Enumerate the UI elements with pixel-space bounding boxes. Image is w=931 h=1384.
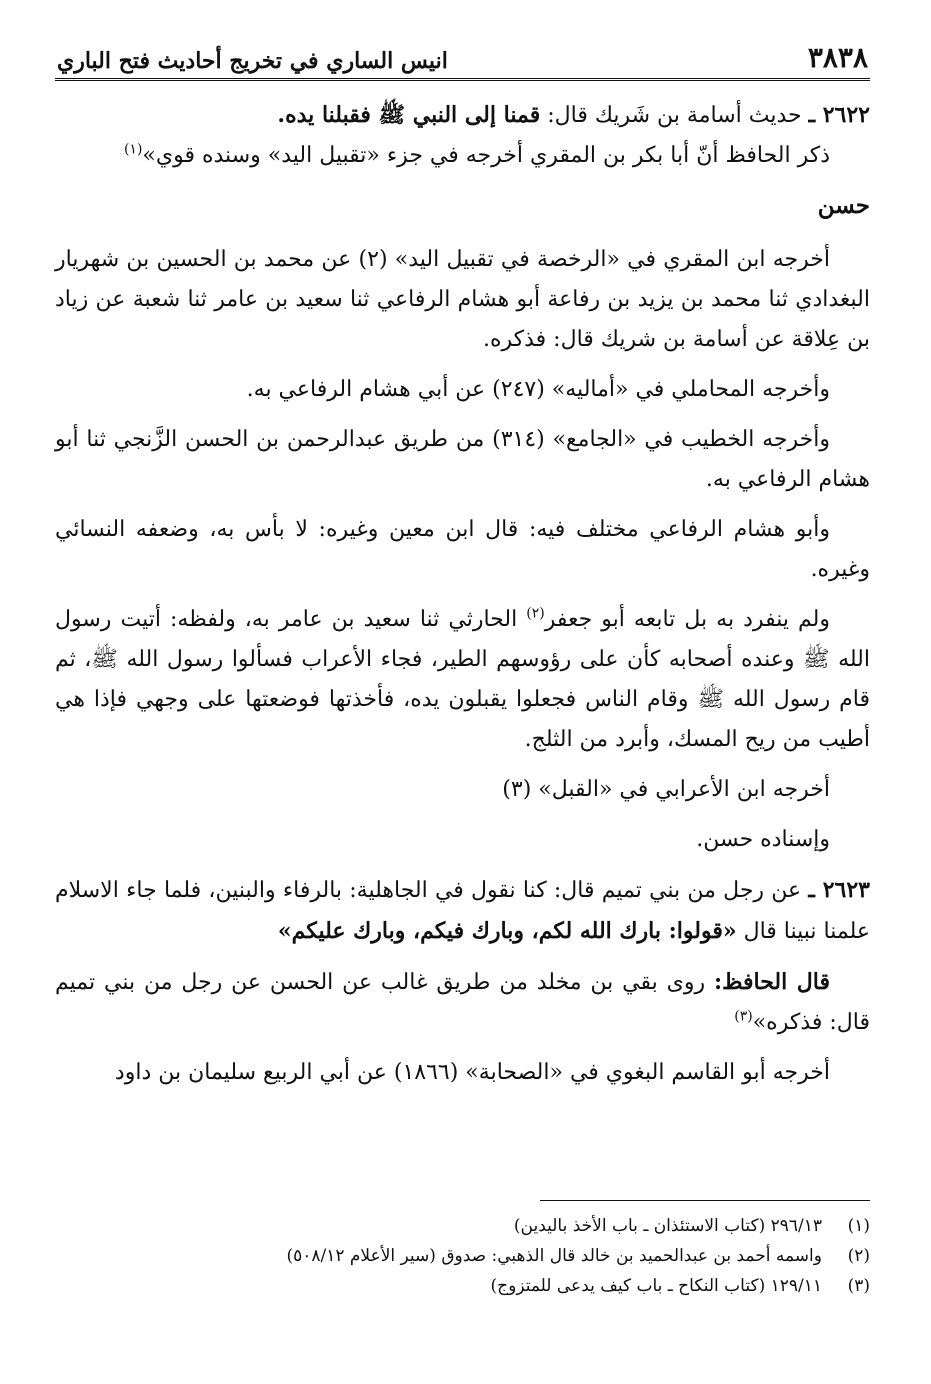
hadith-quote: قمنا إلى النبي ﷺ فقبلنا يده. [277, 102, 541, 128]
footnotes [55, 1200, 870, 1301]
paragraph: وإسناده حسن. [696, 827, 830, 852]
hadith-text: عن رجل من بني تميم قال: كنا نقول في الجاهلية: بالرفاء والبنين، فلما جاء الاسلام علمنا نبينا قال [55, 878, 870, 944]
footnote-ref: (٢) [526, 605, 545, 622]
page-number: ٣٨٣٨ [807, 41, 868, 74]
paragraph: وأخرجه الخطيب في «الجامع» (٣١٤) من طريق عبدالرحمن بن الحسن الزَّنجي ثنا أبو هشام الرفاعي به. [55, 427, 870, 492]
hafiz-label: قال الحافظ: [714, 969, 830, 995]
hadith-number: ٢٦٢٣ ـ [808, 877, 870, 903]
paragraph: ذكر الحافظ أنّ أبا بكر بن المقري أخرجه في جزء «تقبيل اليد» وسنده قوي»$^{(١)}$ [123, 141, 830, 168]
footnote: (٣) ١٢٩/١١ (كتاب النكاح ـ باب كيف يدعى للمتزوج) [490, 1276, 870, 1296]
running-title: انيس الساري في تخريج أحاديث فتح الباري [57, 48, 448, 74]
hadith-2623 [55, 870, 870, 952]
page-body [55, 30, 870, 1093]
hadith-text: حديث أسامة بن شَريك قال: [547, 103, 802, 128]
footnote: (١) ٢٩٦/١٣ (كتاب الاستئذان ـ باب الأخذ باليدين) [513, 1216, 870, 1236]
paragraph: أخرجه ابن المقري في «الرخصة في تقبيل اليد» (٢) عن محمد بن الحسين بن شهريار البغدادي ثنا محمد بن يزيد بن رفاعة أبو هشام الرفاعي ثنا سعيد بن عامر ثنا شعبة عن زياد بن عِلاقة عن أسامة بن شريك قال: فذكره. [55, 247, 870, 352]
page-header [55, 30, 870, 81]
hadith-quote: «قولوا: بارك الله لكم، وبارك فيكم، وبارك عليكم» [277, 918, 737, 944]
paragraph: وأبو هشام الرفاعي مختلف فيه: قال ابن معين وغيره: لا بأس به، وضعفه النسائي وغيره. [55, 517, 870, 582]
footnote-ref: (٣) [734, 1008, 753, 1025]
hadith-number: ٢٦٢٢ ـ [808, 102, 870, 128]
footnote-ref: (١) [123, 141, 143, 158]
footnote: (٢) واسمه أحمد بن عبدالحميد بن خالد قال الذهبي: صدوق (سير الأعلام ٥٠٨/١٢) [286, 1246, 870, 1266]
paragraph: أخرجه أبو القاسم البغوي في «الصحابة» (١٨٦٦) عن أبي الربيع سليمان بن داود [114, 1060, 830, 1085]
paragraph: وأخرجه المحاملي في «أماليه» (٢٤٧) عن أبي هشام الرفاعي به. [246, 377, 830, 402]
paragraph: ولم ينفرد به بل تابعه أبو جعفر$^{(٢)}$ الحارثي ثنا سعيد بن عامر به، ولفظه: أتيت رسول الله ﷺ وعنده أصحابه كأن على رؤوسهم الطير، فجاء الأعراب فسألوا رسول الله ﷺ، ثم قام رسول الله ﷺ وقام الناس فجعلوا يقبلون يده، فأخذتها فوضعتها على وجهي فإذا هي أطيب من ريح المسك، وأبرد من الثلج. [55, 605, 870, 752]
footnote-divider [540, 1200, 870, 1201]
grade-heading: حسن [817, 192, 870, 219]
hadith-2622 [55, 95, 870, 136]
paragraph: قال الحافظ: روى بقي بن مخلد من طريق غالب عن الحسن عن رجل من بني تميم قال: فذكره»$^{(٣)}$ [55, 969, 870, 1035]
paragraph: أخرجه ابن الأعرابي في «القبل» (٣) [502, 777, 830, 802]
